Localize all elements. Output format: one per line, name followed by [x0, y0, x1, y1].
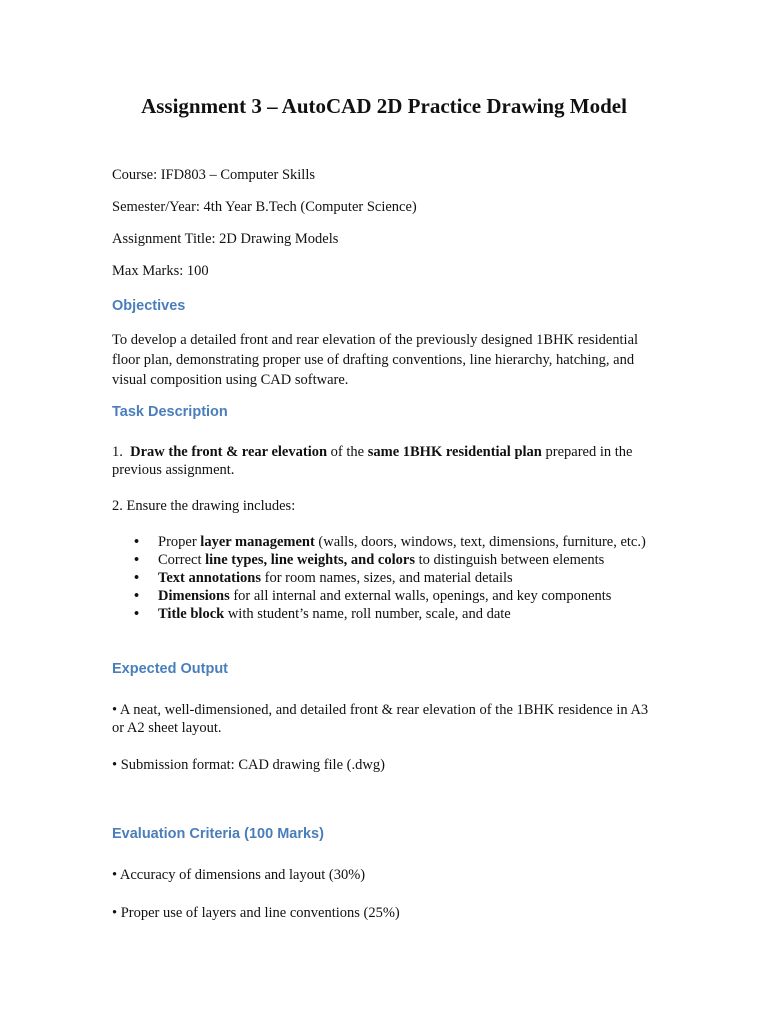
bullet-icon: • — [134, 606, 140, 622]
list-item — [112, 569, 672, 587]
evaluation-item-2: • Proper use of layers and line conventions (25%) — [112, 905, 400, 921]
task-item-1-number: 1. — [112, 444, 123, 460]
task-item-1 — [112, 443, 660, 479]
list-item-bold: Dimensions — [158, 588, 230, 604]
bullet-icon: • — [134, 534, 140, 550]
task-item-1-text-2: prepared in the previous assignment. — [112, 444, 633, 478]
task-item-2: 2. Ensure the drawing includes: — [112, 498, 296, 514]
assignment-title-line: Assignment Title: 2D Drawing Models — [112, 231, 339, 247]
evaluation-item-1: • Accuracy of dimensions and layout (30%) — [112, 867, 366, 883]
list-item-text: for all internal and external walls, openings, and key components — [229, 588, 612, 604]
objectives-text: To develop a detailed front and rear elevation of the previously designed 1BHK residential floor plan, demonstrating proper use of drafting conventions, line hierarchy, hatching, and visual composition using CAD software. — [112, 332, 639, 388]
bullet-icon: • — [134, 552, 140, 568]
max-marks-line: Max Marks: 100 — [112, 263, 209, 279]
expected-output-heading: Expected Output — [112, 661, 229, 677]
bullet-icon: • — [134, 588, 140, 604]
list-item — [112, 551, 672, 569]
list-item-text: for room names, sizes, and material details — [261, 570, 513, 586]
list-item-text: Correct — [158, 552, 206, 568]
list-item-text: Proper — [158, 534, 201, 550]
task-item-1-bold-2: same 1BHK residential plan — [367, 444, 542, 460]
list-item — [112, 533, 672, 551]
requirements-list — [112, 533, 672, 623]
list-item-bold: line types, line weights, and colors — [205, 552, 415, 568]
expected-output-item-1: • A neat, well-dimensioned, and detailed front & rear elevation of the 1BHK residence in A3 or A2 sheet layout. — [112, 702, 649, 736]
bullet-icon: • — [134, 570, 140, 586]
objectives-heading: Objectives — [112, 298, 186, 314]
expected-output-item-2: • Submission format: CAD drawing file (.dwg) — [112, 757, 385, 773]
evaluation-criteria-heading: Evaluation Criteria (100 Marks) — [112, 826, 324, 842]
task-item-1-bold-1: Draw the front & rear elevation — [130, 444, 328, 460]
list-item-bold: Title block — [158, 606, 225, 622]
list-item — [112, 605, 672, 623]
list-item-bold: Text annotations — [158, 570, 262, 586]
course-line: Course: IFD803 – Computer Skills — [112, 167, 316, 183]
list-item-text: (walls, doors, windows, text, dimensions, furniture, etc.) — [314, 534, 646, 550]
page-title: Assignment 3 – AutoCAD 2D Practice Drawing Model — [141, 94, 627, 118]
list-item-text: with student’s name, roll number, scale, and date — [224, 606, 511, 622]
list-item-bold: layer management — [200, 534, 315, 550]
task-description-heading: Task Description — [112, 404, 228, 420]
semester-line: Semester/Year: 4th Year B.Tech (Computer Science) — [112, 199, 417, 215]
list-item — [112, 587, 672, 605]
list-item-text: to distinguish between elements — [414, 552, 605, 568]
task-item-1-text-1: of the — [327, 444, 368, 460]
